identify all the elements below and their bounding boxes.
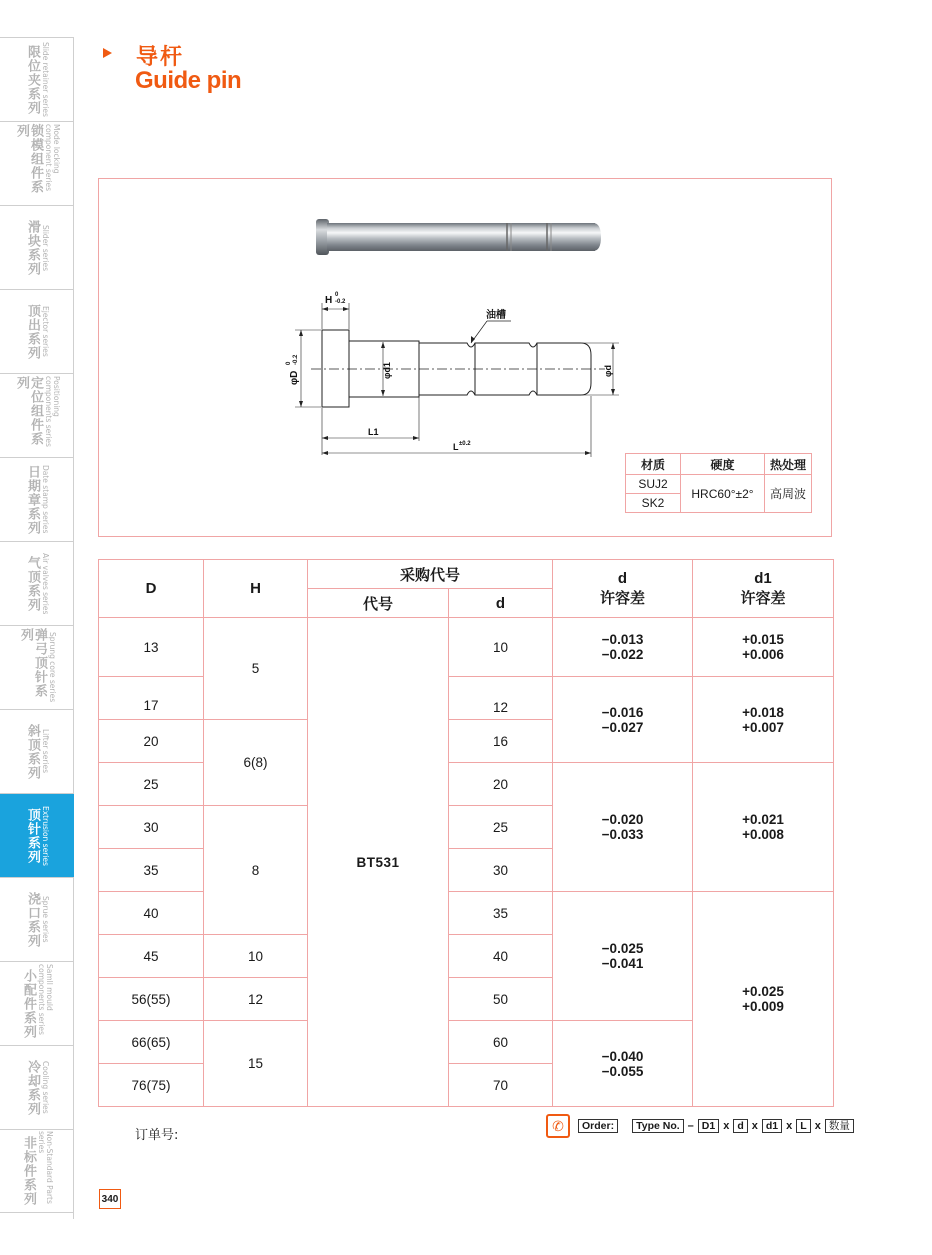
header-purchase-code: 采购代号 bbox=[308, 560, 553, 589]
d1-tol-upper: +0.025 bbox=[742, 984, 784, 999]
sidebar-item-label: 气顶系列 bbox=[25, 555, 40, 612]
sidebar-item-sublabel: Samll mould components series bbox=[37, 963, 54, 1035]
header-D: D bbox=[99, 560, 204, 618]
sidebar-item[interactable] bbox=[0, 121, 74, 205]
header-code: 代号 bbox=[308, 589, 449, 618]
header-d-tol-line2: 许容差 bbox=[600, 588, 646, 607]
cell-d-tolerance bbox=[553, 618, 693, 677]
cell-d: 10 bbox=[449, 618, 553, 677]
cell-d: 16 bbox=[449, 720, 553, 763]
cell-d-tolerance bbox=[553, 1021, 693, 1107]
order-dash: – bbox=[687, 1120, 694, 1132]
sidebar-item-label: 限位夹系列 bbox=[25, 44, 40, 115]
sidebar-item[interactable] bbox=[0, 541, 74, 625]
cell-d: 50 bbox=[449, 978, 553, 1021]
order-label: Order: bbox=[578, 1119, 618, 1133]
header-d1-tol-line1: d1 bbox=[754, 569, 772, 587]
sidebar-item-label: 斜顶系列 bbox=[25, 723, 40, 780]
page-title-cn: 导杆 bbox=[136, 45, 185, 70]
label-oil-groove: 油槽 bbox=[486, 310, 506, 321]
cell-d: 12 bbox=[449, 677, 553, 720]
d1-tol-lower: +0.008 bbox=[742, 827, 784, 842]
tol-L: ±0.2 bbox=[459, 441, 471, 447]
type-no-box: Type No. bbox=[632, 1119, 684, 1133]
heading-arrow-icon bbox=[103, 48, 112, 58]
cell-d1-tolerance bbox=[693, 677, 834, 763]
sidebar-item-sublabel: Mode locking component series bbox=[44, 123, 61, 191]
label-D: φD bbox=[289, 370, 300, 385]
header-d: d bbox=[449, 589, 553, 618]
cell-D: 20 bbox=[99, 720, 204, 763]
cell-d: 25 bbox=[449, 806, 553, 849]
order-field-quantity: 数量 bbox=[825, 1119, 854, 1133]
page-number: 340 bbox=[99, 1189, 121, 1209]
cell-d1-tolerance bbox=[693, 892, 834, 1107]
sidebar-item-label: 浇口系列 bbox=[25, 891, 40, 948]
cell-d1-tolerance bbox=[693, 618, 834, 677]
cell-H: 5 bbox=[204, 618, 308, 720]
cell-D: 13 bbox=[99, 618, 204, 677]
sidebar-item[interactable] bbox=[0, 37, 74, 121]
sidebar-item-label: 弹弓顶针系列 bbox=[18, 627, 47, 698]
order-x: x bbox=[751, 1120, 758, 1132]
sidebar-item[interactable] bbox=[0, 961, 74, 1045]
cell-d: 35 bbox=[449, 892, 553, 935]
sidebar-item[interactable] bbox=[0, 1129, 74, 1213]
label-L: L bbox=[453, 442, 459, 452]
cell-D: 76(75) bbox=[99, 1064, 204, 1107]
label-L1: L1 bbox=[368, 427, 379, 437]
sidebar-item-sublabel: Ejector series bbox=[41, 306, 50, 357]
label-d1: φd1 bbox=[382, 362, 392, 379]
cell-d-tolerance bbox=[553, 892, 693, 1021]
d1-tol-lower: +0.007 bbox=[742, 719, 784, 735]
tol-D-lower: -0.2 bbox=[293, 354, 299, 365]
sidebar-item-label: 小配件系列 bbox=[21, 968, 36, 1039]
label-d: φd bbox=[603, 365, 613, 377]
dimension-arrows bbox=[299, 307, 615, 455]
order-field-d1: d1 bbox=[762, 1119, 782, 1133]
cell-d: 20 bbox=[449, 763, 553, 806]
header-d-tol-line1: d bbox=[617, 569, 628, 587]
sidebar-item-label: 顶出系列 bbox=[25, 303, 40, 360]
d-tol-upper: −0.016 bbox=[601, 704, 644, 720]
cell-H: 12 bbox=[204, 978, 308, 1021]
order-field-L: L bbox=[796, 1119, 810, 1133]
d1-tol-upper: +0.015 bbox=[742, 632, 784, 647]
sidebar-item-label: 非标件系列 bbox=[21, 1136, 36, 1206]
material-table bbox=[625, 453, 812, 513]
order-field-D1: D1 bbox=[698, 1119, 719, 1133]
d-tol-lower: −0.055 bbox=[601, 1063, 644, 1079]
product-figure bbox=[98, 178, 832, 537]
treatment-value: 高周波 bbox=[765, 475, 812, 513]
d-tol-lower: −0.022 bbox=[601, 647, 644, 662]
sidebar-item[interactable] bbox=[0, 289, 74, 373]
material-header: 材质 bbox=[626, 454, 681, 475]
sidebar-nav bbox=[0, 37, 74, 1219]
sidebar-item-sublabel: Non-Standard Parts series bbox=[37, 1131, 54, 1204]
hardness-value: HRC60°±2° bbox=[681, 475, 765, 513]
sidebar-item-sublabel: Lifter series bbox=[41, 729, 50, 774]
cell-H: 15 bbox=[204, 1021, 308, 1107]
sidebar-item-label: 日期章系列 bbox=[25, 464, 40, 535]
sidebar-item-sublabel: Date stamp series bbox=[41, 465, 50, 534]
d-tol-upper: −0.025 bbox=[601, 941, 644, 956]
tol-D-upper: 0 bbox=[286, 361, 292, 365]
cell-H: 10 bbox=[204, 935, 308, 978]
d1-tol-upper: +0.021 bbox=[742, 812, 784, 827]
cell-code: BT531 bbox=[308, 618, 449, 1107]
pin-photo bbox=[316, 219, 601, 255]
cell-D: 40 bbox=[99, 892, 204, 935]
sidebar-item-label: 锁模组件系列 bbox=[14, 123, 43, 194]
d-tol-upper: −0.013 bbox=[601, 632, 644, 647]
sidebar-item-label: 滑块系列 bbox=[25, 219, 40, 276]
order-format bbox=[546, 1114, 854, 1138]
cell-D: 56(55) bbox=[99, 978, 204, 1021]
cell-H: 6(8) bbox=[204, 720, 308, 806]
sidebar-item-label: 顶针系列 bbox=[25, 807, 40, 864]
d-tol-upper: −0.040 bbox=[601, 1048, 644, 1064]
sidebar-item-sublabel: Air valves series bbox=[41, 552, 50, 615]
material-value: SUJ2 bbox=[626, 475, 681, 494]
sidebar-item[interactable] bbox=[0, 793, 74, 877]
sidebar-item-sublabel: Slider series bbox=[41, 224, 50, 271]
sidebar-item[interactable] bbox=[0, 373, 74, 457]
header-d1-tolerance bbox=[693, 560, 834, 618]
cell-D: 30 bbox=[99, 806, 204, 849]
sidebar-item-sublabel: Extrusion series bbox=[41, 805, 50, 866]
cell-d: 60 bbox=[449, 1021, 553, 1064]
sidebar-item[interactable] bbox=[0, 1045, 74, 1129]
order-x: x bbox=[723, 1120, 730, 1132]
cell-d-tolerance bbox=[553, 763, 693, 892]
d-tol-lower: −0.041 bbox=[601, 956, 644, 971]
cell-d: 30 bbox=[449, 849, 553, 892]
sidebar-item[interactable] bbox=[0, 625, 74, 709]
cell-d1-tolerance bbox=[693, 763, 834, 892]
order-number-label: 订单号: bbox=[135, 1128, 179, 1143]
label-H: H bbox=[325, 295, 333, 306]
header-H: H bbox=[204, 560, 308, 618]
cell-d: 70 bbox=[449, 1064, 553, 1107]
sidebar-item[interactable] bbox=[0, 877, 74, 961]
sidebar-item-sublabel: Slide retainer series bbox=[41, 42, 50, 117]
sidebar-item[interactable] bbox=[0, 709, 74, 793]
tol-H-lower: -0.2 bbox=[335, 299, 346, 305]
header-d-tolerance bbox=[553, 560, 693, 618]
sidebar-item[interactable] bbox=[0, 457, 74, 541]
sidebar-item[interactable] bbox=[0, 205, 74, 289]
cell-d-tolerance bbox=[553, 677, 693, 763]
page-title-en: Guide pin bbox=[135, 67, 242, 94]
cell-D: 66(65) bbox=[99, 1021, 204, 1064]
phone-icon: ✆ bbox=[546, 1114, 570, 1138]
spec-table bbox=[98, 559, 834, 1107]
material-value: SK2 bbox=[626, 494, 681, 513]
sidebar-item-label: 冷却系列 bbox=[25, 1059, 40, 1116]
sidebar-item-label: 定位组件系列 bbox=[14, 375, 43, 446]
sidebar-item-sublabel: Positioning components series bbox=[44, 375, 61, 447]
cell-D: 45 bbox=[99, 935, 204, 978]
tol-H-upper: 0 bbox=[335, 292, 339, 298]
order-field-d: d bbox=[733, 1119, 747, 1133]
d1-tol-upper: +0.018 bbox=[742, 704, 784, 720]
hardness-header: 硬度 bbox=[681, 454, 765, 475]
cell-D: 17 bbox=[99, 677, 204, 720]
cell-D: 35 bbox=[99, 849, 204, 892]
sidebar-item-sublabel: Sprue series bbox=[41, 896, 50, 943]
cell-d: 40 bbox=[449, 935, 553, 978]
d-tol-lower: −0.027 bbox=[601, 719, 644, 735]
order-x: x bbox=[814, 1120, 821, 1132]
pin-technical-drawing bbox=[295, 303, 619, 457]
sidebar-item-sublabel: Cooling series bbox=[41, 1061, 50, 1114]
d1-tol-lower: +0.009 bbox=[742, 999, 784, 1014]
cell-H: 8 bbox=[204, 806, 308, 935]
header-d1-tol-line2: 许容差 bbox=[740, 588, 786, 607]
d1-tol-lower: +0.006 bbox=[742, 647, 784, 662]
cell-D: 25 bbox=[99, 763, 204, 806]
d-tol-upper: −0.020 bbox=[601, 812, 644, 827]
treatment-header: 热处理 bbox=[765, 454, 812, 475]
order-x: x bbox=[786, 1120, 793, 1132]
sidebar-item-sublabel: Sprung core series bbox=[48, 632, 57, 703]
d-tol-lower: −0.033 bbox=[601, 827, 644, 842]
